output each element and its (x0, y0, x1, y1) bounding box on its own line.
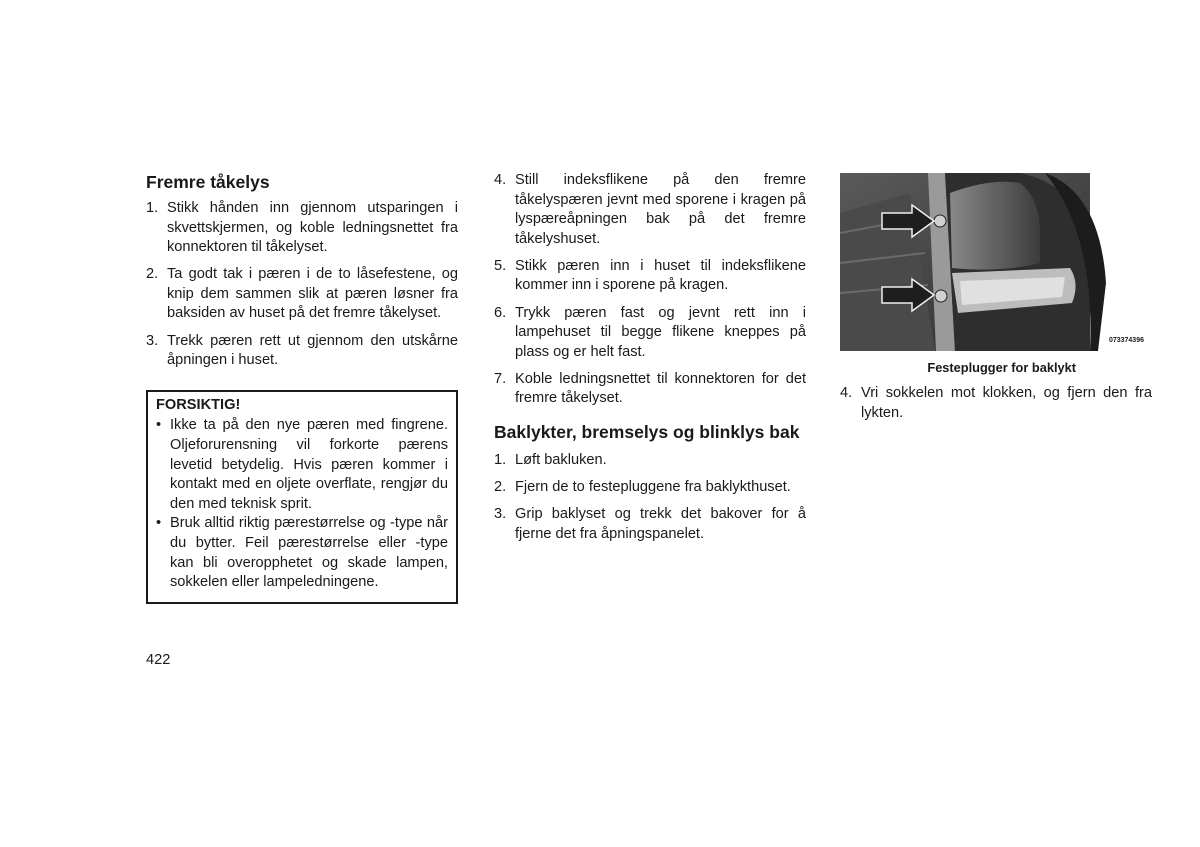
caution-item: • Ikke ta på den nye pæren med fingrene. Oljeforurensning vil forkorte pærens levetid betydelig. Hvis pæren kommer i kontakt med en oljete overflate, rengjør du den med teknisk sprit. (156, 417, 448, 512)
bullet-icon: • (156, 515, 162, 532)
tail-light-removal-steps (494, 451, 806, 544)
list-item: 1. Løft bakluken. (494, 452, 607, 469)
right-column (840, 173, 1152, 431)
tail-light-continue-steps (840, 384, 1152, 423)
list-item: 5. Stikk pæren inn i huset til indeksflikene kommer inn i sporene på kragen. (494, 257, 806, 294)
list-item: 4. Still indeksflikene på den fremre tåkelyspæren jevnt med sporene i kragen på lyspæreåpningen bak på det fremre tåkelyshuset. (494, 172, 806, 247)
section-heading-tail-lights: Baklykter, bremselys og blinklys bak (494, 422, 800, 443)
bullet-icon: • (156, 417, 162, 434)
section-heading-front-fog-lights: Fremre tåkelys (146, 172, 270, 192)
list-item: 3. Grip baklyset og trekk det bakover for å fjerne det fra åpningspanelet. (494, 506, 806, 542)
tail-light-photo (840, 173, 1150, 351)
caution-list (156, 416, 448, 592)
list-item: 1. Stikk hånden inn gjennom utsparingen i skvettskjermen, og koble ledningsnettet fra konnektoren til tåkelyset. (146, 200, 458, 256)
list-item: 7. Koble ledningsnettet til konnektoren for det fremre tåkelyset. (494, 370, 806, 407)
list-item: 6. Trykk pæren fast og jevnt rett inn i lampehuset til begge flikene kneppes på plass og er helt fast. (494, 304, 806, 360)
list-item: 3. Trekk pæren rett ut gjennom den utskårne åpningen i huset. (146, 332, 458, 369)
caution-item: • Bruk alltid riktig pærestørrelse og -type når du bytter. Feil pærestørrelse eller -type kan bli overopphetet og skade lampen, sokkelen eller lampeledningene. (156, 515, 448, 591)
tail-light-illustration (840, 173, 1150, 351)
caution-title: FORSIKTIG! (156, 396, 241, 413)
caution-box (146, 390, 458, 604)
middle-column (494, 171, 806, 552)
fog-light-install-steps (494, 171, 806, 409)
page-number: 422 (146, 652, 171, 668)
left-column (146, 171, 458, 604)
fog-light-removal-steps (146, 199, 458, 371)
list-item: 4. Vri sokkelen mot klokken, og fjern den fra lykten. (840, 385, 1152, 421)
image-code: 073374396 (1108, 337, 1144, 344)
figure-caption: Festeplugger for baklykt (927, 360, 1076, 375)
list-item: 2. Fjern de to festepluggene fra baklykthuset. (494, 479, 791, 496)
list-item: 2. Ta godt tak i pæren i de to låsefestene, og knip dem sammen slik at pæren løsner fra baksiden av huset på det fremre tåkelyset. (146, 266, 458, 322)
